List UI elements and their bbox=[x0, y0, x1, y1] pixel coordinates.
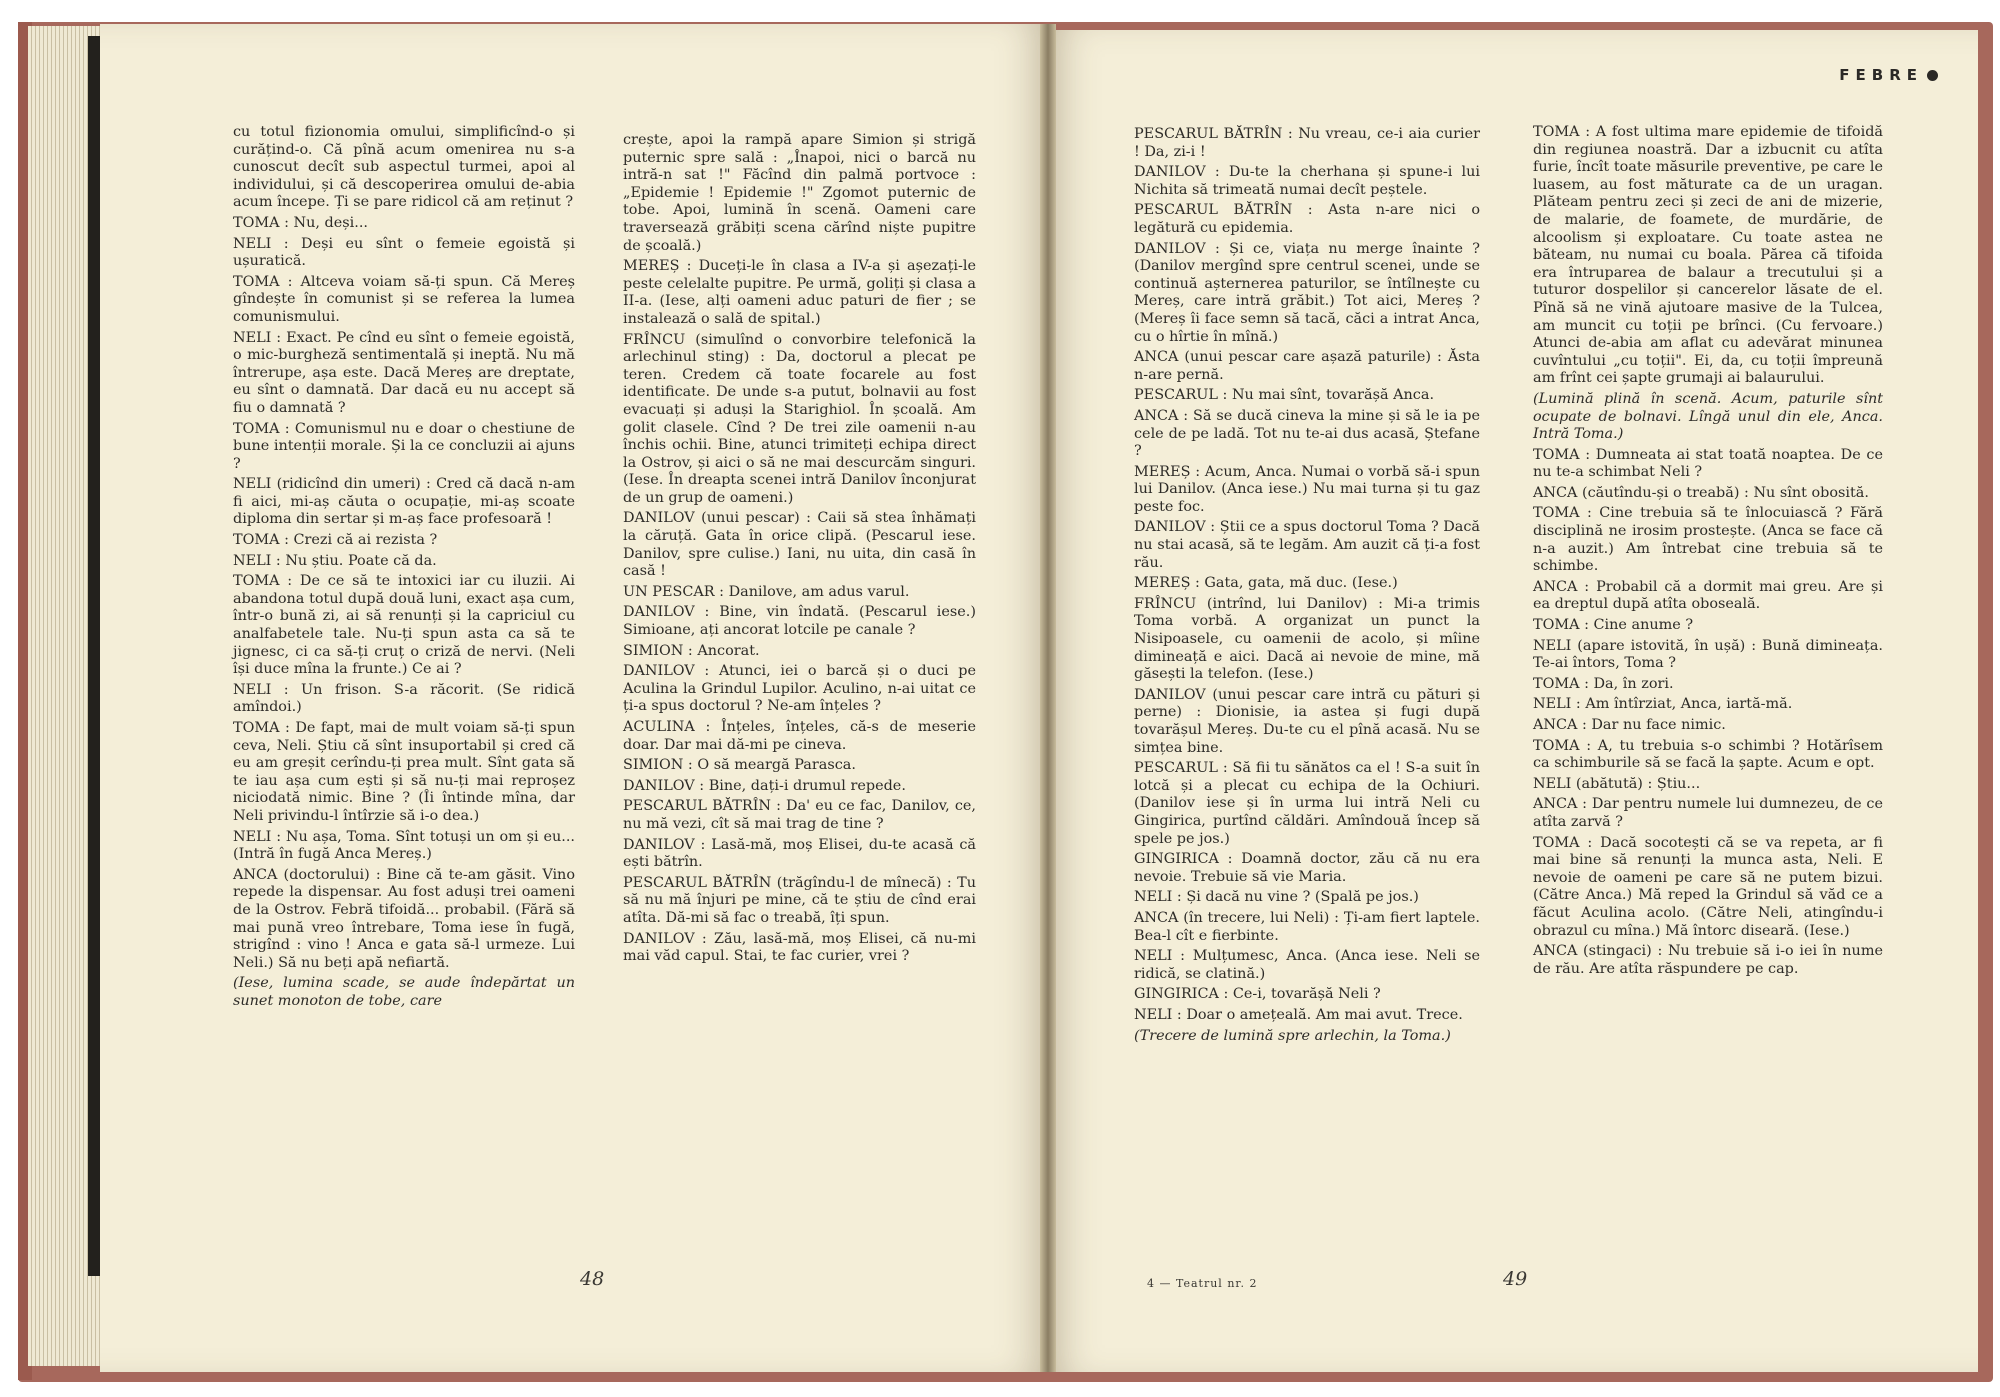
paragraph: NELI : Nu știu. Poate că da. bbox=[233, 552, 437, 569]
paragraph: ANCA (unui pescar care așază paturile) : Ăsta n-are pernă. bbox=[1134, 349, 1480, 383]
paragraph: ACULINA : Înțeles, înțeles, că-s de meserie doar. Dar mai dă-mi pe cineva. bbox=[623, 719, 976, 753]
paragraph: TOMA : Nu, deși... bbox=[233, 214, 368, 231]
paragraph: FRÎNCU (intrînd, lui Danilov) : Mi-a trimis Toma vorbă. A organizat un punct la Nisipoasele, cu oamenii de acolo, și mîine dimineață e aici. Dacă ai nevoie de mine, mă găsești la telefon. (Iese.) bbox=[1134, 595, 1480, 683]
paragraph: DANILOV : Bine, vin îndată. (Pescarul iese.) Simioane, ați ancorat lotcile pe canale ? bbox=[623, 604, 976, 639]
paragraph: DANILOV : Lasă-mă, moș Elisei, du-te acasă că ești bătrîn. bbox=[623, 836, 976, 871]
paragraph: DANILOV : Atunci, iei o barcă și o duci pe Aculina la Grindul Lupilor. Aculino, n-ai uitat ce ți-a spus doctorul ? Ne-am înțeles ? bbox=[623, 663, 976, 715]
paragraph: ANCA (căutîndu-și o treabă) : Nu sînt obosită. bbox=[1533, 484, 1869, 501]
column-3 bbox=[1134, 126, 1480, 1048]
paragraph: TOMA : Crezi că ai rezista ? bbox=[233, 532, 438, 549]
paragraph: TOMA : Da, în zori. bbox=[1533, 675, 1674, 692]
paragraph: ANCA (doctorului) : Bine că te-am găsit. Vino repede la dispensar. Au fost aduși trei oameni de la Ostrov. Febră tifoidă... probabil. (Fără să mai pună vreo întrebare, Toma iese în fugă, strigînd : vino ! Anca e gata să-l urmeze. Lui Neli.) Să nu beți apă nefiartă. bbox=[233, 866, 575, 971]
paragraph: MEREȘ : Acum, Anca. Numai o vorbă să-i spun lui Danilov. (Anca iese.) Nu mai turna și tu gaz peste foc. bbox=[1134, 463, 1480, 515]
paragraph: UN PESCAR : Danilove, am adus varul. bbox=[623, 583, 910, 600]
paragraph: DANILOV : Știi ce a spus doctorul Toma ? Dacă nu stai acasă, să te legăm. Am auzit că ți-a fost rău. bbox=[1134, 519, 1480, 571]
paragraph: PESCARUL BĂTRÎN : Nu vreau, ce-i aia curier ! Da, zi-i ! bbox=[1134, 126, 1480, 160]
paragraph: ANCA (stingaci) : Nu trebuie să i-o iei în nume de rău. Are atîta răspundere pe cap. bbox=[1533, 943, 1883, 977]
paragraph: FRÎNCU (simulînd o convorbire telefonică la arlechinul sting) : Da, doctorul a plecat pe teren. Credem că toate focarele au fost identificate. De unde s-a putut, bolnavii au fost evacuați și aduși la Starighiol. În școală. Am golit clasele. Cînd ? De trei zile oamenii n-au închis ochii. Bine, atunci trimiteți echipa direct la Ostrov, și aici o să ne mai descurcăm singuri. (Iese. În dreapta scenei intră Danilov înconjurat de un grup de oameni.) bbox=[623, 331, 976, 506]
paragraph: GINGIRICA : Ce-i, tovarășă Neli ? bbox=[1134, 986, 1381, 1003]
running-header-title: FEBRE bbox=[1839, 66, 1923, 84]
paragraph: TOMA : A fost ultima mare epidemie de tifoidă din regiunea noastră. Dar a izbucnit cu atîta furie, încît toate măsurile preventive, pe care le luasem, au fost măturate ca de un uragan. Plăteam pentru zeci și zeci de ani de mizerie, de malarie, de foamete, de murdărie, de alcoolism și exploatare. Cu toate astea ne băteam, nu numai cu boala. Părea că tifoida era întruparea de balaur a trecutului și a tuturor dospelilor și cancerelor lăsate de el. Pînă să ne vină ajutoare masive de la Tulcea, am muncit cu toții pe brînci. (Cu fervoare.) Atunci de-abia am aflat cu adevărat minunea cuvîntului „cu toții". Ei, da, cu toții împreună am frînt cei șapte grumaji ai balaurului. bbox=[1533, 124, 1883, 387]
running-header bbox=[1839, 66, 1938, 84]
paragraph: NELI : Deși eu sînt o femeie egoistă și ușuratică. bbox=[233, 235, 575, 270]
paragraph: NELI : Nu așa, Toma. Sînt totuși un om și eu... (Intră în fugă Anca Mereș.) bbox=[233, 828, 575, 863]
paragraph: PESCARUL : Nu mai sînt, tovarășă Anca. bbox=[1134, 387, 1435, 404]
paragraph: (Iese, lumina scade, se aude îndepărtat un sunet monoton de tobe, care bbox=[233, 975, 575, 1009]
column-2 bbox=[623, 132, 976, 969]
paragraph: TOMA : Dacă socotești că se va repeta, ar fi mai bine să renunți la munca asta, Neli. E nevoie de oameni pe care să ne putem bizui. (Către Anca.) Mă reped la Grindul să văd ce a făcut Aculina acolo. (Către Neli, atingîndu-i obrazul cu mîna.) Mă întorc diseară. (Iese.) bbox=[1533, 834, 1883, 939]
paragraph: NELI : Am întîrziat, Anca, iartă-mă. bbox=[1533, 696, 1793, 713]
paragraph: PESCARUL : Să fii tu sănătos ca el ! S-a suit în lotcă și a plecat cu echipa de la Ochiuri. (Danilov iese și în urma lui intră Neli cu Gingirica, purtînd căldări. Amîndouă încep să spele pe jos.) bbox=[1134, 760, 1480, 847]
paragraph: crește, apoi la rampă apare Simion și strigă puternic spre sală : „Înapoi, nici o barcă nu intră-n sat !" Făcînd din palmă portvoce : „Epidemie ! Epidemie !" Zgomot puternic de tobe. Apoi, lumină în scenă. Oameni care traversează grăbiți scena cărînd niște pupitre de școală.) bbox=[623, 132, 976, 254]
paragraph: SIMION : O să meargă Parasca. bbox=[623, 757, 856, 774]
paragraph: (Lumină plină în scenă. Acum, paturile sînt ocupate de bolnavi. Lîngă unul din ele, Anca. Intră Toma.) bbox=[1533, 390, 1883, 443]
paragraph: NELI : Și dacă nu vine ? (Spală pe jos.) bbox=[1134, 889, 1419, 906]
paragraph: TOMA : Cine trebuia să te înlocuiască ? Fără disciplină ne irosim prostește. (Anca se face că n-a auzit.) Am întrebat cine trebuia să te schimbe. bbox=[1533, 505, 1883, 575]
paragraph: TOMA : De ce să te intoxici iar cu iluzii. Ai abandona totul după două luni, exact așa cum, într-o bună zi, ai să renunți și la capriciul cu analfabetele tale. Nu-ți spun asta ca să te jignesc, ci ca să-ți cruț o criză de nervi. (Neli își duce mîna la frunte.) Ce ai ? bbox=[233, 573, 575, 678]
paragraph: MEREȘ : Gata, gata, mă duc. (Iese.) bbox=[1134, 575, 1398, 592]
paragraph: TOMA : A, tu trebuia s-o schimbi ? Hotărîsem ca schimburile să se facă la șapte. Acum e opt. bbox=[1533, 737, 1883, 772]
paragraph: SIMION : Ancorat. bbox=[623, 642, 760, 659]
paragraph: TOMA : Comunismul nu e doar o chestiune de bune intenții morale. Și la ce concluzii ai ajuns ? bbox=[233, 420, 575, 472]
paragraph: NELI (apare istovită, în ușă) : Bună dimineața. Te-ai întors, Toma ? bbox=[1533, 637, 1883, 672]
column-1 bbox=[233, 124, 575, 1014]
paragraph: NELI : Doar o amețeală. Am mai avut. Trece. bbox=[1134, 1006, 1463, 1023]
column-4 bbox=[1533, 124, 1883, 981]
paragraph: GINGIRICA : Doamnă doctor, zău că nu era nevoie. Trebuie să vie Maria. bbox=[1134, 851, 1480, 885]
paragraph: ANCA (în trecere, lui Neli) : Ți-am fiert laptele. Bea-l cît e fierbinte. bbox=[1134, 909, 1480, 944]
paragraph: DANILOV : Și ce, viața nu merge înainte ? (Danilov mergînd spre centrul scenei, unde se continuă așternerea paturilor, se întîlnește cu Mereș, care intră grăbit.) Tot aici, Mereș ? (Mereș îi face semn să tacă, căci a intrat Anca, cu o hîrtie în mînă.) bbox=[1134, 240, 1480, 345]
paragraph: NELI : Exact. Pe cînd eu sînt o femeie egoistă, o mic-burgheză sentimentală și ineptă. Nu mă întrerupe, așa este. Dacă Mereș are dreptate, eu sînt o damnată. Dar dacă eu nu accept să fiu o damnată ? bbox=[233, 329, 575, 416]
page-footer: 4 — Teatrul nr. 2 bbox=[1147, 1277, 1258, 1290]
paragraph: ANCA : Dar nu face nimic. bbox=[1533, 717, 1726, 733]
paragraph: DANILOV (unui pescar) : Caii să stea înhămați la căruță. Gata în orice clipă. (Pescarul iese. Danilov, spre culise.) Iani, nu uita, din casă în casă ! bbox=[623, 510, 976, 580]
paragraph: PESCARUL BĂTRÎN (trăgîndu-l de mînecă) : Tu să nu mă înjuri pe mine, că te știu de cînd erai atîta. Dă-mi să fac o treabă, îți spun. bbox=[623, 874, 976, 926]
paragraph: ANCA : Probabil că a dormit mai greu. Are și ea dreptul după atîta oboseală. bbox=[1533, 578, 1883, 613]
paragraph: TOMA : Cine anume ? bbox=[1533, 617, 1694, 634]
paragraph: ANCA : Să se ducă cineva la mine și să le ia pe cele de pe ladă. Tot nu te-ai dus acasă, Ștefane ? bbox=[1134, 407, 1480, 460]
paragraph: NELI (ridicînd din umeri) : Cred că dacă n-am fi aici, mi-aș căuta o ocupație, mi-aș scoate diploma din sertar și m-aș face profesoară ! bbox=[233, 476, 575, 528]
paragraph: ANCA : Dar pentru numele lui dumnezeu, de ce atîta zarvă ? bbox=[1533, 796, 1883, 830]
paragraph: TOMA : Altceva voiam să-ți spun. Că Mereș gîndește în comunist și se referea la lumea comunismului. bbox=[233, 273, 575, 325]
paragraph: (Trecere de lumină spre arlechin, la Toma.) bbox=[1134, 1027, 1451, 1044]
paragraph: NELI : Mulțumesc, Anca. (Anca iese. Neli se ridică, se clatină.) bbox=[1134, 948, 1480, 982]
paragraph: DANILOV : Zău, lasă-mă, moș Elisei, că nu-mi mai văd capul. Stai, te fac curier, vrei ? bbox=[623, 930, 976, 965]
edge-band bbox=[88, 36, 100, 1276]
paragraph: DANILOV : Du-te la cherhana și spune-i lui Nichita să trimeată numai decît peștele. bbox=[1134, 164, 1480, 198]
page-number-right: 49 bbox=[1503, 1268, 1528, 1290]
paragraph: TOMA : Dumneata ai stat toată noaptea. De ce nu te-a schimbat Neli ? bbox=[1533, 446, 1883, 481]
paragraph: cu totul fizionomia omului, simplificînd-o și curățind-o. Că pînă acum omenirea nu s-a cunoscut decît sub aspectul turmei, apoi al individului, și că descoperirea omului de-abia acum începe. Ți se pare ridicol că am reținut ? bbox=[233, 124, 575, 211]
paragraph: PESCARUL BĂTRÎN : Asta n-are nici o legătură cu epidemia. bbox=[1134, 202, 1480, 236]
paragraph: NELI (abătută) : Știu... bbox=[1533, 775, 1701, 792]
paragraph: PESCARUL BĂTRÎN : Da' eu ce fac, Danilov, ce, nu mă vezi, cît să mai trag de tine ? bbox=[623, 798, 976, 832]
paragraph: DANILOV (unui pescar care intră cu pături și perne) : Dionisie, ia astea și fugi după tovarășul Mereș. Du-te cu el pînă acasă. Nu se simțea bine. bbox=[1134, 686, 1480, 756]
page-number-left: 48 bbox=[580, 1268, 605, 1290]
book-gutter bbox=[1040, 24, 1056, 1372]
paragraph: TOMA : De fapt, mai de mult voiam să-ți spun ceva, Neli. Știu că sînt insuportabil și cred că eu am greșit cerîndu-ți prea mult. Sînt gata să te iau așa cum ești și să nu-ți mai reproșez niciodată nimic. Bine ? (Îi întinde mîna, dar Neli privindu-l întîrzie să i-o dea.) bbox=[233, 720, 575, 824]
paragraph: NELI : Un frison. S-a răcorit. (Se ridică amîndoi.) bbox=[233, 681, 575, 716]
bullet-icon bbox=[1927, 70, 1938, 81]
paragraph: MEREȘ : Duceți-le în clasa a IV-a și așezați-le peste celelalte pupitre. Pe urmă, goliți și clasa a II-a. (Iese, alți oameni aduc paturi de fier ; se instalează o sală de spital.) bbox=[623, 258, 976, 327]
paragraph: DANILOV : Bine, dați-i drumul repede. bbox=[623, 777, 906, 794]
